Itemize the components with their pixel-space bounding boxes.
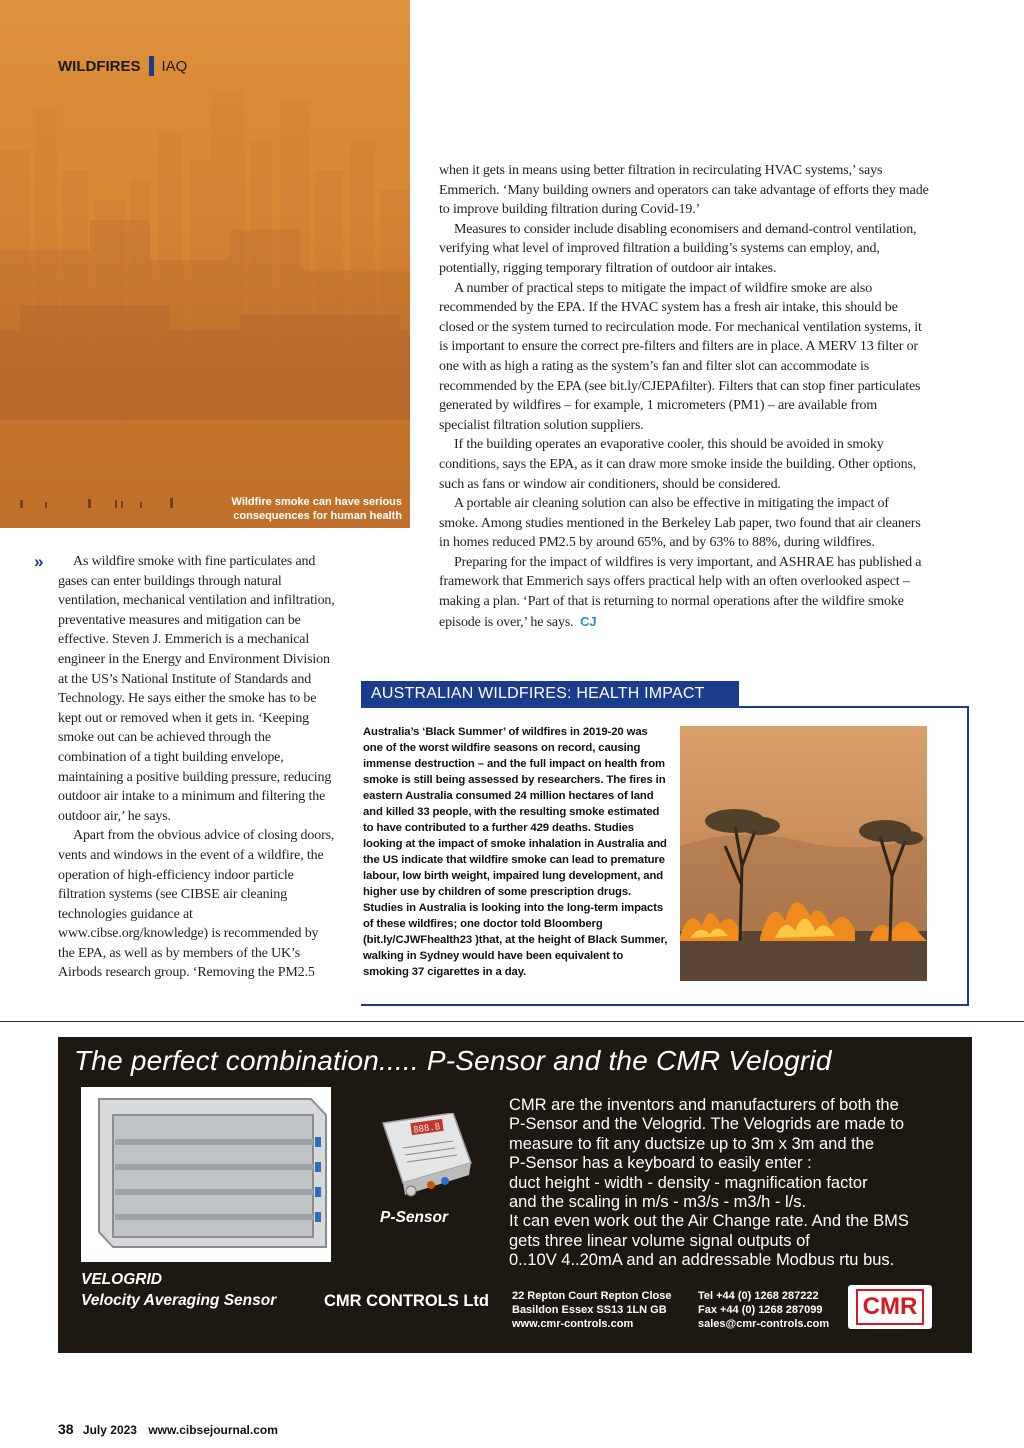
- article-paragraph: Apart from the obvious advice of closing doors, vents and windows in the event of a wildfire, the operation of high-efficiency indoor particle filtration systems (see CIBSE air cleaning technologies guidance at www.cibse.org/knowledge) is recommended by the EPA, as well as by members of the UK’s Airbods research group. ‘Removing the PM2.5: [58, 828, 335, 981]
- velogrid-label-subtitle: Velocity Averaging Sensor: [81, 1292, 277, 1309]
- article-paragraph: Measures to consider include disabling economisers and demand-control ventilation, verifying what level of improved filtration a building’s systems can employ, and, potentially, rigging temporary filtration of outdoor air intakes.: [439, 221, 917, 276]
- address-line: Basildon Essex SS13 1LN GB: [512, 1304, 667, 1316]
- email-link[interactable]: sales@cmr-controls.com: [698, 1318, 830, 1330]
- caption-line-1: Wildfire smoke can have serious: [231, 496, 402, 508]
- address-line: 22 Repton Court Repton Close: [512, 1290, 672, 1302]
- company-address: [512, 1289, 672, 1331]
- p-sensor-illustration: [373, 1113, 473, 1208]
- continuation-chevron-icon: »: [34, 552, 44, 571]
- article-paragraph: A portable air cleaning solution can also be effective in mitigating the impact of smoke. Among studies mentioned in the Berkeley Lab paper, two found that air cleaners in homes reduced PM2.5 by around 65%, and by 63% to 88%, during wildfires.: [439, 496, 921, 551]
- end-mark: CJ: [580, 613, 597, 629]
- section-divider: [149, 56, 154, 76]
- article-paragraph: If the building operates an evaporative cooler, this should be avoided in smoky conditions, says the EPA, as it can draw more smoke inside the building. Other options, such as fans or window air conditioners, should be considered.: [439, 437, 917, 492]
- subsection-title: IAQ: [161, 57, 188, 75]
- ad-body-text: [509, 1096, 949, 1271]
- p-sensor-label: P-Sensor: [380, 1209, 449, 1226]
- section-header: [58, 56, 187, 76]
- ad-body-line: P-Sensor has a keyboard to easily enter :: [509, 1154, 812, 1173]
- ad-body-line: and the scaling in m/s - m3/s - m3/h - l/s.: [509, 1193, 807, 1212]
- article-paragraph: when it gets in means using better filtration in recirculating HVAC systems,’ says Emmerich. ‘Many building owners and operators can take advantage of efforts they made to improve building filtration during Covid-19.’: [439, 163, 929, 218]
- sidebar-text: Australia’s ‘Black Summer’ of wildfires in 2019-20 was one of the worst wildfire seasons on record, causing immense destruction – and the full impact on health from smoke is still being assessed by researchers. The fires in eastern Australia consumed 24 million hectares of land and killed 33 people, with the resulting smoke estimated to have contributed to a further 429 deaths. Studies looking at the impact of smoke inhalation in Australia and the US indicate that wildfire smoke can lead to premature labour, low birth weight, impaired lung development, and higher use by children of some prescription drugs. Studies in Australia is looking into the long-term impacts of these wildfires; one doctor told Bloomberg (bit.ly/CJWFhealth23 )that, at the height of Black Summer, walking in Sydney would have been equivalent to smoking 37 cigarettes in a day.: [363, 726, 668, 978]
- journal-url[interactable]: www.cibsejournal.com: [148, 1423, 278, 1437]
- company-name: CMR CONTROLS Ltd: [324, 1292, 489, 1310]
- ad-body-line: It can even work out the Air Change rate. And the BMS: [509, 1212, 909, 1231]
- ad-body-line: gets three linear volume signal outputs of: [509, 1231, 810, 1250]
- ad-body-line: 0..10V 4..20mA and an addressable Modbus rtu bus.: [509, 1251, 895, 1270]
- article-paragraph-text: Preparing for the impact of wildfires is very important, and ASHRAE has published a framework that Emmerich says offers practical help with an often overlooked aspect – making a plan. ‘Part of that is returning to normal operations after the wildfire smoke episode is over,’ he says.: [439, 554, 922, 630]
- page-number: 38: [58, 1421, 74, 1437]
- p-sensor-product-image: [373, 1113, 473, 1213]
- ad-body-line: P-Sensor and the Velogrid. The Velogrids are made to: [509, 1115, 905, 1134]
- ad-body-line: CMR are the inventors and manufacturers of both the: [509, 1096, 899, 1114]
- telephone: Tel +44 (0) 1268 287222: [698, 1290, 819, 1302]
- velogrid-illustration: [81, 1087, 331, 1262]
- cmr-advert: [58, 1037, 972, 1353]
- smoky-skyline-illustration: [0, 0, 410, 528]
- ad-headline: The perfect combination..... P-Sensor and the CMR Velogrid: [74, 1045, 832, 1076]
- horizontal-rule: [0, 1021, 1024, 1022]
- website-link[interactable]: www.cmr-controls.com: [512, 1318, 634, 1330]
- article-paragraph-last: [439, 553, 931, 632]
- velogrid-label: [81, 1269, 276, 1311]
- sidebar-title: AUSTRALIAN WILDFIRES: HEALTH IMPACT: [361, 681, 739, 707]
- cmr-logo-text: CMR: [856, 1289, 925, 1325]
- article-paragraph: A number of practical steps to mitigate the impact of wildfire smoke are also recommended by the EPA. If the HVAC system has a fresh air intake, this should be closed or the system turned to recirculation mode. For mechanical ventilation systems, it is important to ensure the correct pre-filters and filters are in place. A MERV 13 filter or one with as high a rating as the system’s fan and filter slot can accommodate is recommended by the EPA (see bit.ly/CJEPAfilter). Filters that can stop finer particulates generated by wildfires – for example, 1 micrometers (PM1) – are available from specialist filtration solution suppliers.: [439, 280, 922, 433]
- page-footer: [58, 1421, 278, 1437]
- ad-body-line: measure to fit any ductsize up to 3m x 3m and the: [509, 1134, 875, 1153]
- velogrid-label-title: VELOGRID: [81, 1271, 162, 1288]
- section-title: WILDFIRES: [58, 57, 141, 75]
- ad-body-line: duct height - width - density - magnification factor: [509, 1173, 868, 1192]
- issue-date: July 2023: [82, 1423, 137, 1437]
- company-contact: [698, 1289, 829, 1331]
- cmr-logo: [848, 1285, 932, 1329]
- bushfire-photo: [680, 726, 927, 981]
- article-left-column: [34, 552, 336, 983]
- fax: Fax +44 (0) 1268 287099: [698, 1304, 823, 1316]
- velogrid-product-image: [81, 1087, 331, 1267]
- article-paragraph: As wildfire smoke with fine particulates and gases can enter buildings through natural ventilation, mechanical ventilation and infiltration, preventative measures and mitigation can be effective. Steven J. Emmerich is a mechanical engineer in the Energy and Environment Division at the US’s National Institute of Standards and Technology. He says either the smoke has to be kept out or removed when it gets in. ‘Keeping smoke out can be achieved through the combination of a tight building envelope, maintaining a positive building pressure, reducing outdoor air intake to a minimum and filtering the outdoor air,’ he says.: [58, 554, 335, 824]
- bushfire-illustration: [680, 726, 927, 981]
- caption-line-2: consequences for human health: [233, 510, 402, 522]
- hero-caption: [202, 495, 402, 523]
- hero-photo-smoky-city: [0, 0, 410, 528]
- p-sensor-display-readout: 888.8: [412, 1122, 441, 1136]
- article-right-column: [439, 161, 931, 632]
